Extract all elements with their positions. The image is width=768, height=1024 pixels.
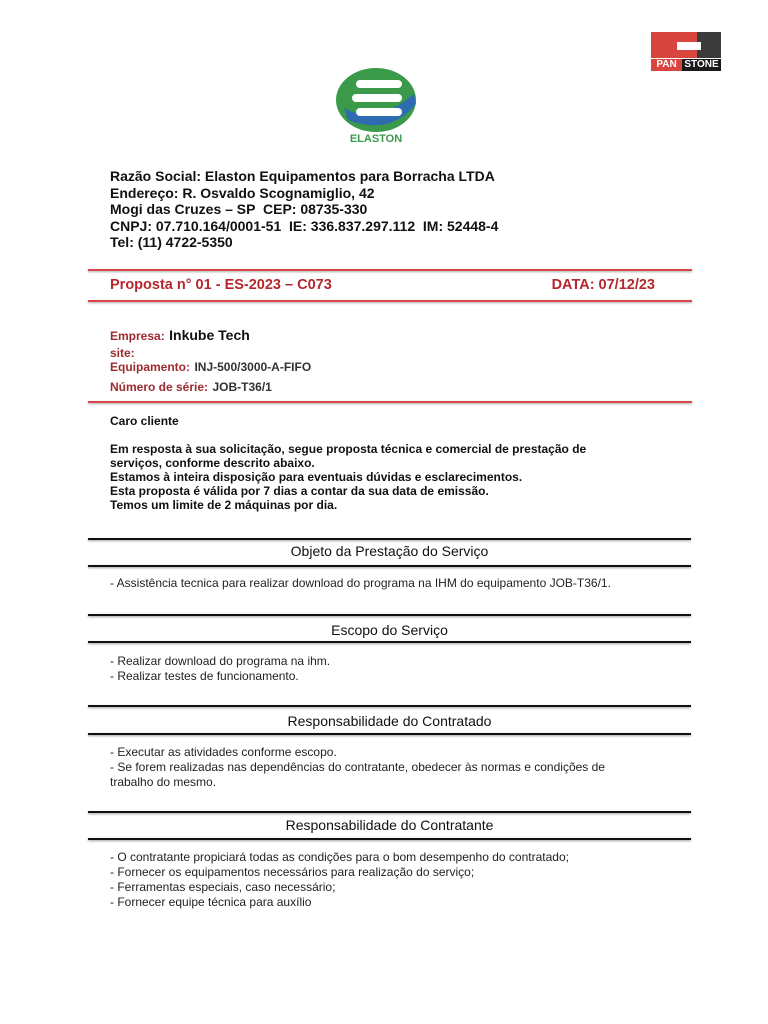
equipamento-label: Equipamento:: [110, 360, 190, 374]
equipamento-value: INJ-500/3000-A-FIFO: [194, 360, 312, 374]
section-title-contratado: Responsabilidade do Contratado: [287, 713, 492, 729]
section-rule-top: [88, 705, 691, 707]
section-rule-top: [88, 614, 691, 616]
section-item: - Fornecer os equipamentos necessários para realização do serviço;: [110, 865, 475, 879]
section-rule-top: [88, 538, 691, 540]
divider-proposal: [88, 300, 692, 302]
company-endereco: Endereço: R. Osvaldo Scognamiglio, 42: [110, 184, 375, 201]
elaston-wordmark: ELASTON: [349, 133, 403, 145]
panstone-right-text: STONE: [682, 59, 721, 71]
empresa-label: Empresa:: [110, 329, 165, 343]
section-item: - Assistência tecnica para realizar download do programa na IHM do equipamento JOB-T36/1.: [110, 576, 611, 590]
greeting: Caro cliente: [110, 414, 179, 428]
elaston-logo: [330, 64, 422, 146]
intro-text: [110, 442, 586, 512]
section-body-contratante: [110, 850, 569, 910]
section-item: - Se forem realizadas nas dependências do contratante, obedecer às normas e condições de: [110, 760, 605, 774]
serie-value: JOB-T36/1: [212, 380, 272, 394]
panstone-left-text: PAN: [651, 59, 682, 71]
section-title-escopo: Escopo do Serviço: [331, 622, 448, 638]
company-cnpj: CNPJ: 07.710.164/0001-51 IE: 336.837.297.112 IM: 52448-4: [110, 217, 499, 234]
section-title-contratante: Responsabilidade do Contratante: [285, 817, 494, 833]
divider-top: [88, 269, 692, 271]
equipamento-row: [110, 358, 311, 376]
intro-line: Em resposta à sua solicitação, segue proposta técnica e comercial de prestação de: [110, 442, 587, 456]
panstone-logo: [651, 32, 721, 72]
section-body-objeto: [110, 576, 611, 591]
section-item: - Realizar testes de funcionamento.: [110, 669, 299, 683]
section-item: trabalho do mesmo.: [110, 775, 217, 789]
divider-client: [88, 401, 692, 403]
section-rule-bottom: [88, 565, 691, 567]
section-title-objeto: Objeto da Prestação do Serviço: [290, 543, 489, 559]
section-rule-top: [88, 811, 691, 813]
company-info: [110, 168, 498, 251]
proposal-date: DATA: 07/12/23: [551, 277, 655, 293]
section-item: - O contratante propiciará todas as condições para o bom desempenho do contratado;: [110, 850, 569, 864]
proposal-number: Proposta n° 01 - ES-2023 – C073: [110, 277, 332, 293]
intro-line: serviços, conforme descrito abaixo.: [110, 456, 315, 470]
company-cidade: Mogi das Cruzes – SP CEP: 08735-330: [110, 201, 368, 217]
section-body-escopo: [110, 654, 330, 684]
empresa-value: Inkube Tech: [169, 327, 250, 343]
section-rule-bottom: [88, 641, 691, 643]
company-razao-social: Razão Social: Elaston Equipamentos para Borracha LTDA: [110, 168, 495, 184]
section-item: - Fornecer equipe técnica para auxílio: [110, 895, 312, 909]
intro-line: Esta proposta é válida por 7 dias a contar da sua data de emissão.: [110, 484, 489, 498]
section-body-contratado: [110, 745, 605, 790]
company-tel: Tel: (11) 4722-5350: [110, 234, 233, 250]
intro-line: Temos um limite de 2 máquinas por dia.: [110, 498, 338, 512]
section-item: - Realizar download do programa na ihm.: [110, 654, 331, 668]
intro-line: Estamos à inteira disposição para eventuais dúvidas e esclarecimentos.: [110, 470, 523, 484]
serie-row: [110, 378, 272, 396]
section-item: - Executar as atividades conforme escopo.: [110, 745, 337, 759]
site-label: site:: [110, 346, 135, 360]
section-rule-bottom: [88, 838, 691, 840]
empresa-row: [110, 327, 250, 345]
section-item: - Ferramentas especiais, caso necessário;: [110, 880, 336, 894]
section-rule-bottom: [88, 733, 691, 735]
serie-label: Número de série:: [110, 380, 209, 394]
